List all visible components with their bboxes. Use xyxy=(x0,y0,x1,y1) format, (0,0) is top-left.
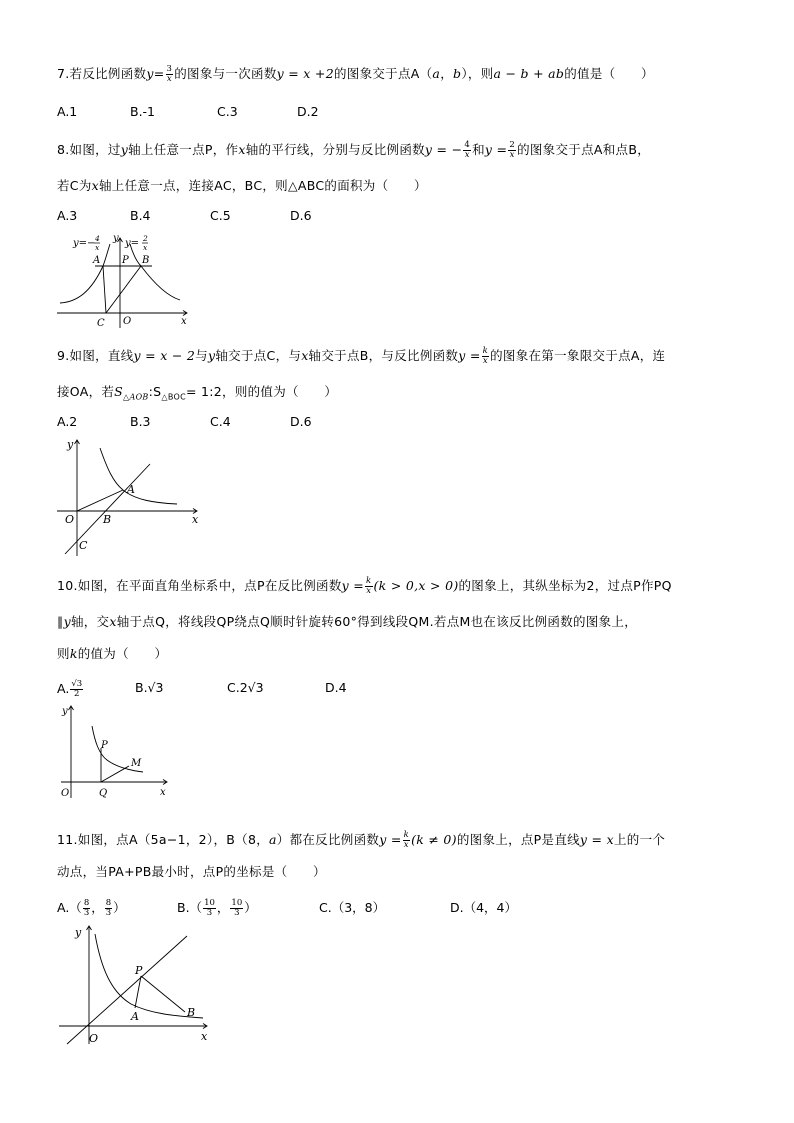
q7-option-a[interactable]: A.1 xyxy=(57,104,78,119)
svg-text:4: 4 xyxy=(95,234,100,243)
q11-figure xyxy=(57,922,217,1048)
q8-option-b[interactable]: B.4 xyxy=(130,208,151,223)
q8-label-x: x xyxy=(181,316,187,327)
q11-option-d[interactable]: D.（4，4） xyxy=(450,900,518,915)
q10-option-b[interactable]: B.√3 xyxy=(135,680,164,695)
q11-label-y: y xyxy=(75,926,82,939)
q10-label-x: x xyxy=(160,787,166,798)
q7-stem: 7.若反比例函数y= $\frac{3}{x}$ 的图象与一次函数y = x +2的图象交于点A（a，b），则a − b + ab的值是（ ） xyxy=(57,64,654,84)
q7-fraction: $\frac{3}{x}$ xyxy=(166,64,173,84)
q8-segment-ac xyxy=(103,266,106,313)
q8-segment-bc xyxy=(106,266,141,313)
q9-option-b[interactable]: B.3 xyxy=(130,414,151,429)
q8-label-y: y xyxy=(113,233,119,244)
q11-option-c[interactable]: C.（3，8） xyxy=(319,900,386,915)
q8-label-f1: y=− xyxy=(73,238,96,249)
q8-label-a: A xyxy=(93,255,101,266)
q9-option-c[interactable]: C.4 xyxy=(210,414,231,429)
q11-segment-pb xyxy=(141,976,185,1012)
q10-option-a[interactable]: A. $\frac{√3}{2}$ xyxy=(57,679,83,699)
q11-label-o: O xyxy=(89,1032,99,1045)
q8-option-d[interactable]: D.6 xyxy=(290,208,312,223)
q8-label-c: C xyxy=(97,318,105,329)
q7-option-b[interactable]: B.-1 xyxy=(130,104,156,119)
q9-number: 9. xyxy=(57,348,70,363)
q7-number: 7. xyxy=(57,66,70,81)
q11-option-a[interactable]: A.（ $\frac{8}{3}$ ， $\frac{8}{3}$ ） xyxy=(57,898,126,918)
q9-label-a: A xyxy=(127,483,135,496)
q10-label-m: M xyxy=(131,758,142,769)
q8-label-b: B xyxy=(142,255,150,266)
q9-label-x: x xyxy=(192,513,199,526)
q9-label-b: B xyxy=(103,513,112,526)
q9-stem-line1: 9.如图，直线y = x − 2与y轴交于点C，与x轴交于点B，与反比例函数y = $\frac{k}{x}$ 的图象在第一象限交于点A，连 xyxy=(57,346,666,366)
q10-label-o: O xyxy=(61,788,70,799)
q11-segment-pa xyxy=(135,976,141,1008)
q11-label-x: x xyxy=(201,1030,208,1043)
q8-label-o: O xyxy=(123,316,132,327)
q8-figure xyxy=(55,230,195,330)
q8-number: 8. xyxy=(57,142,70,157)
svg-text:2: 2 xyxy=(143,234,148,243)
q10-label-y: y xyxy=(62,706,68,717)
q9-figure xyxy=(55,436,205,558)
q9-line xyxy=(65,464,150,554)
q11-label-b: B xyxy=(187,1006,196,1019)
q11-label-a: A xyxy=(131,1010,139,1023)
q8-option-a[interactable]: A.3 xyxy=(57,208,78,223)
q10-stem-line3: 则k的值为（ ） xyxy=(57,646,168,661)
q9-label-y: y xyxy=(67,438,74,451)
q8-stem-line1: 8.如图，过y轴上任意一点P，作x轴的平行线，分别与反比例函数y = − $\frac{4}{x}$ 和y = $\frac{2}{x}$ 的图象交于点A和点B， xyxy=(57,140,650,160)
svg-text:x: x xyxy=(143,243,148,252)
q8-label-f2: y= xyxy=(125,238,140,249)
q10-number: 10. xyxy=(57,578,78,593)
q10-label-p: P xyxy=(101,740,108,751)
q10-stem-line2: ∥y轴，交x轴于点Q，将线段QP绕点Q顺时针旋转60°得到线段QM.若点M也在该反比例函数的图象上， xyxy=(57,614,637,629)
q11-stem-line1: 11.如图，点A（5a−1，2），B（8，a）都在反比例函数y = $\frac{k}{x}$ (k ≠ 0)的图象上，点P是直线y = x上的一个 xyxy=(57,830,666,850)
q11-line-y-eq-x xyxy=(67,936,187,1044)
q11-number: 11. xyxy=(57,832,78,847)
q10-label-q: Q xyxy=(99,788,108,799)
q7-option-d[interactable]: D.2 xyxy=(297,104,319,119)
q8-curve-right xyxy=(130,244,180,300)
q9-stem-line2: 接OA，若$S_{\triangle AOB}:S_{\triangle BOC}=$ 1:2，则的值为（ ） xyxy=(57,384,338,402)
q9-label-o: O xyxy=(65,513,75,526)
q11-label-p: P xyxy=(135,964,143,977)
q9-option-a[interactable]: A.2 xyxy=(57,414,78,429)
q10-stem-line1: 10.如图，在平面直角坐标系中，点P在反比例函数y = $\frac{k}{x}$ (k > 0,x > 0)的图象上，其纵坐标为2，过点P作PQ xyxy=(57,576,672,596)
q10-option-d[interactable]: D.4 xyxy=(325,680,347,695)
svg-text:x: x xyxy=(95,243,100,252)
q9-option-d[interactable]: D.6 xyxy=(290,414,312,429)
q11-stem-line2: 动点，当PA+PB最小时，点P的坐标是（ ） xyxy=(57,864,326,879)
q7-option-c[interactable]: C.3 xyxy=(217,104,238,119)
q8-label-p: P xyxy=(122,255,129,266)
q10-segment-qm xyxy=(101,766,129,782)
q8-curve-left xyxy=(60,244,110,303)
q9-label-c: C xyxy=(79,539,88,552)
q11-option-b[interactable]: B.（ $\frac{10}{3}$ ， $\frac{10}{3}$ ） xyxy=(177,898,257,918)
q10-option-c[interactable]: C.2√3 xyxy=(227,680,264,695)
q8-stem-line2: 若C为x轴上任意一点，连接AC，BC，则△ABC的面积为（ ） xyxy=(57,178,427,193)
q8-option-c[interactable]: C.5 xyxy=(210,208,231,223)
q10-figure xyxy=(57,702,177,802)
